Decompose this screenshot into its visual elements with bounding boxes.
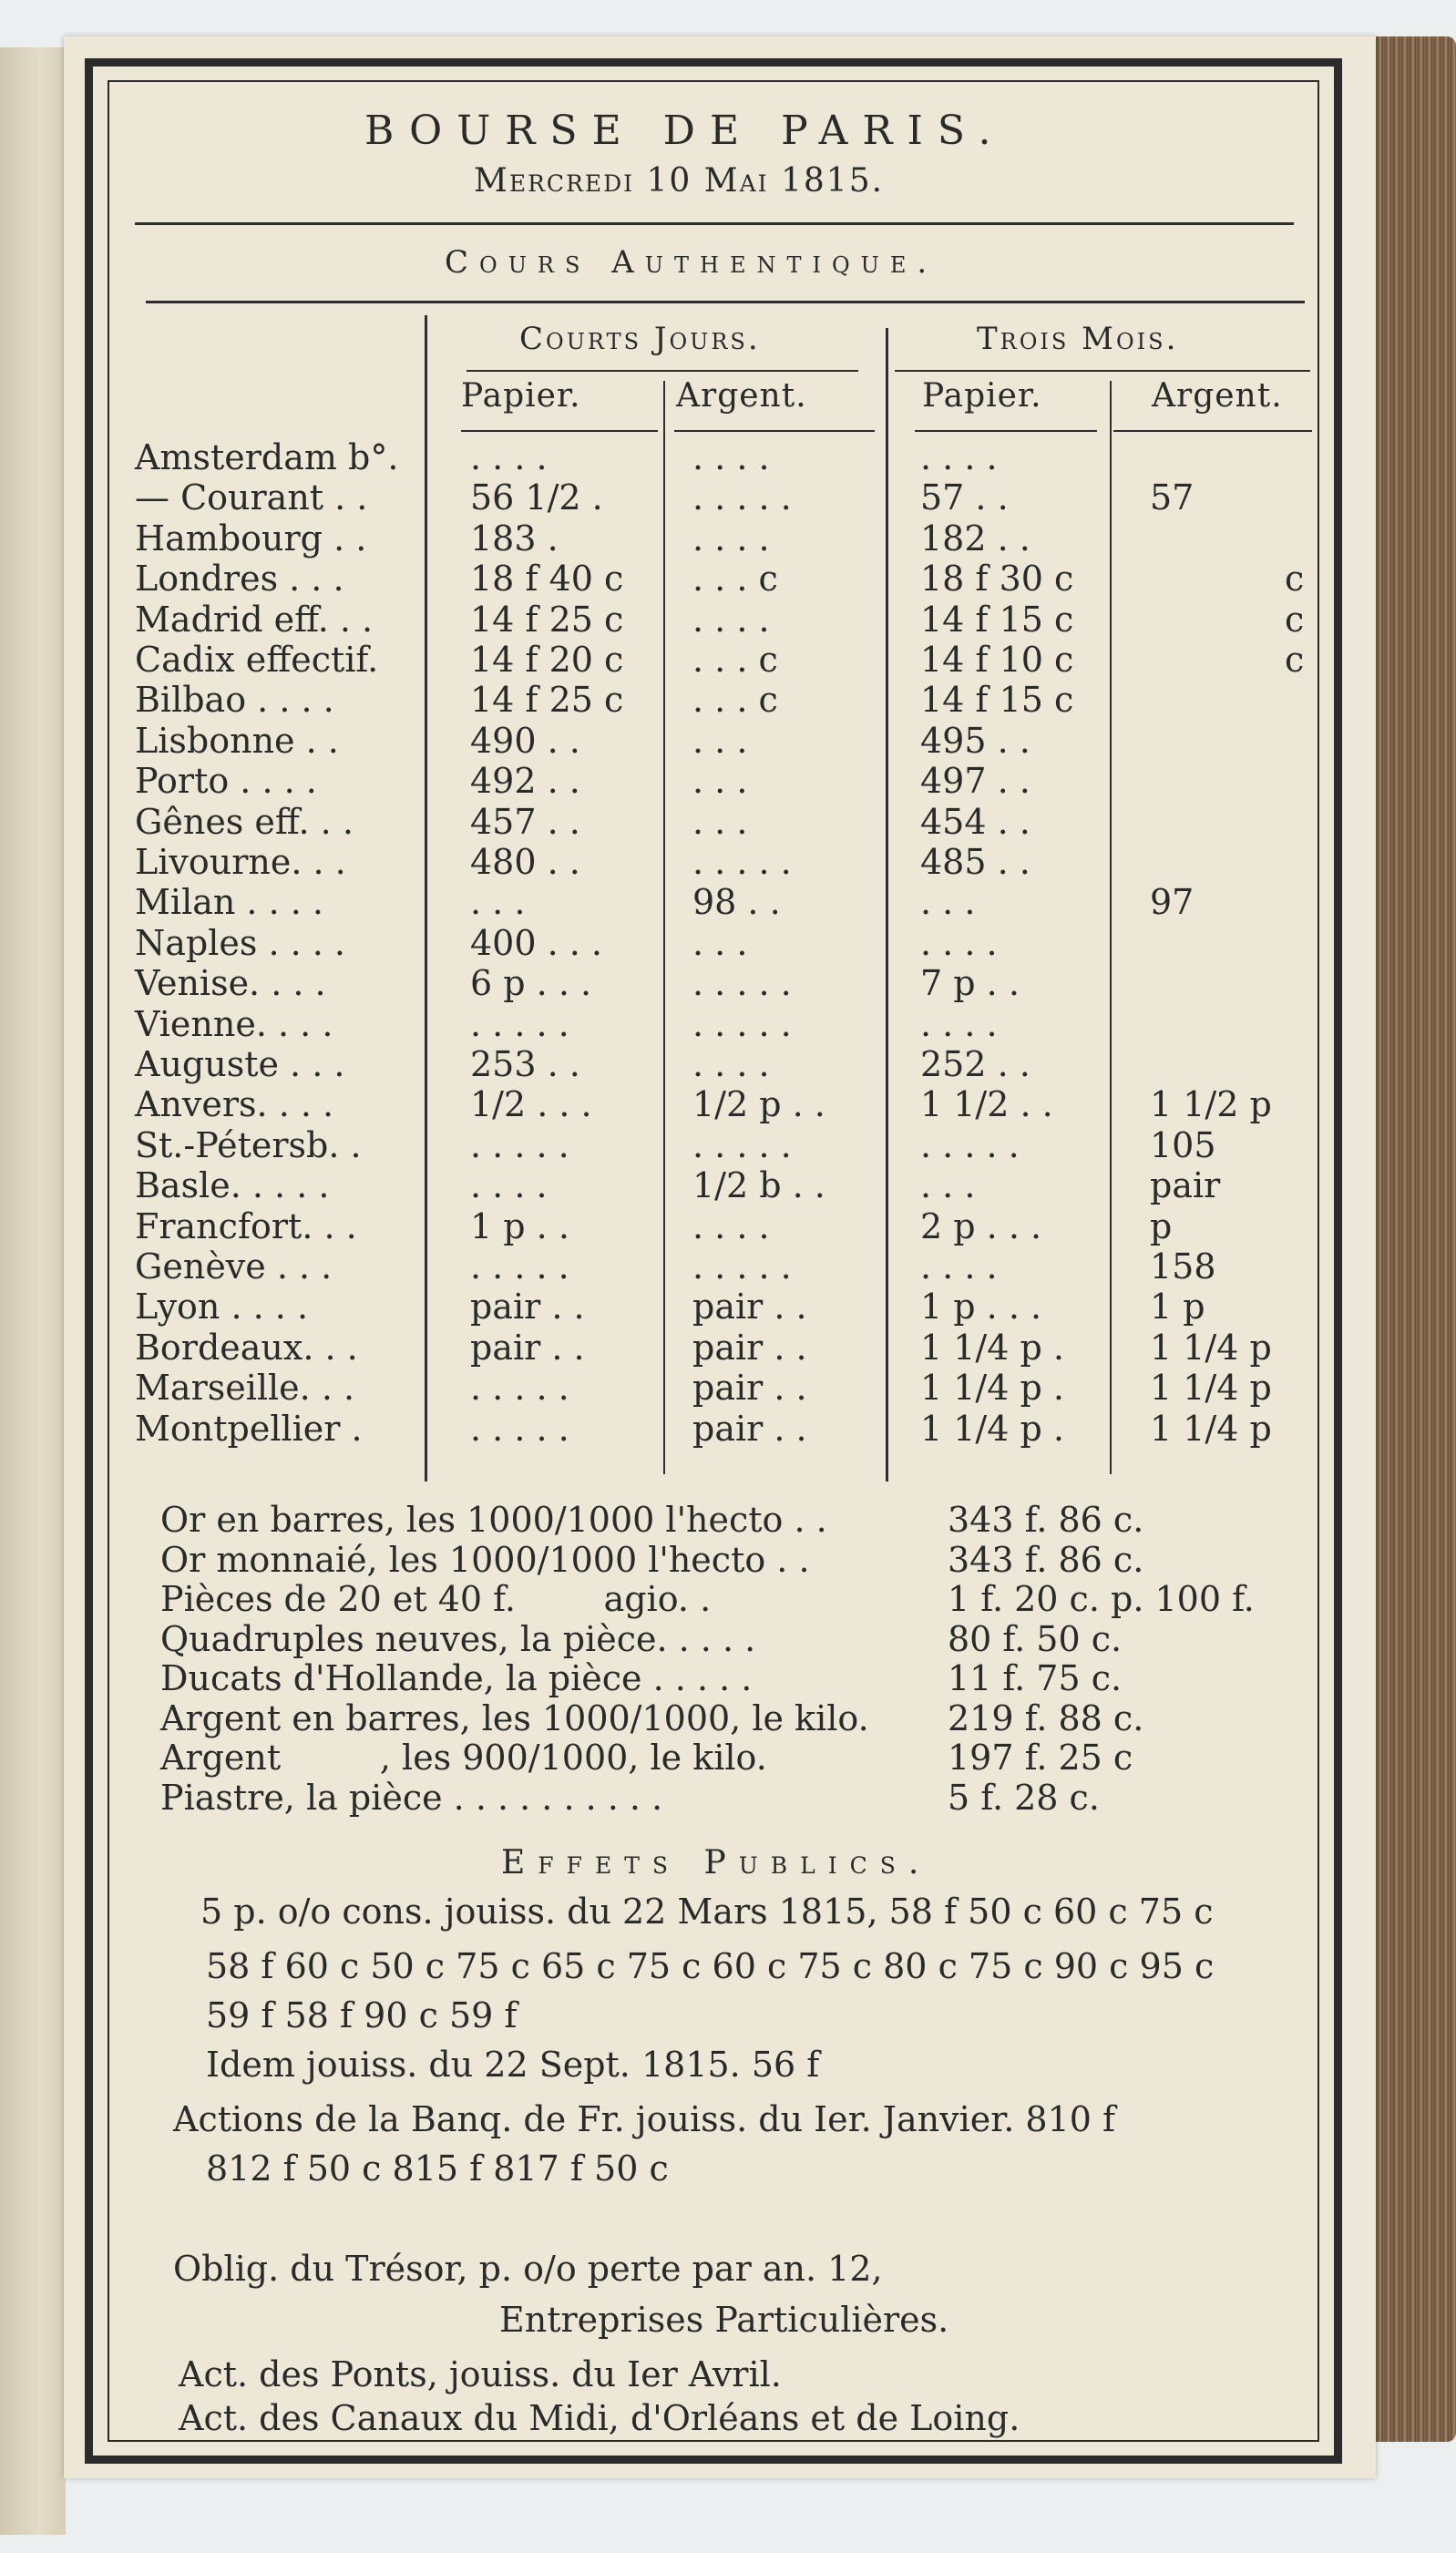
rate-cj-papier: . . . . . — [470, 1368, 569, 1409]
rate-row — [0, 923, 1456, 963]
rate-row — [0, 1084, 1456, 1124]
metal-label: Piastre, la pièce . . . . . . . . . . — [160, 1777, 663, 1818]
rate-row — [0, 640, 1456, 680]
rate-city: Naples . . . . — [135, 922, 346, 963]
rate-city: Gênes eff. . . — [135, 801, 354, 842]
effets-line-5: Actions de la Banq. de Fr. jouiss. du Ier. Janvier. 810 f — [173, 2099, 1116, 2139]
rate-cj-argent: . . . . — [692, 518, 770, 559]
rate-tm-papier: 182 . . — [920, 518, 1030, 559]
rate-city: Amsterdam b°. — [135, 437, 399, 477]
rate-tm-papier: 495 . . — [920, 720, 1030, 761]
rate-city: — Courant . . — [135, 477, 368, 518]
rate-city: Bilbao . . . . — [135, 680, 334, 721]
rate-row — [0, 1246, 1456, 1287]
rate-tm-papier: . . . . — [920, 437, 998, 477]
metal-row — [0, 1500, 1456, 1540]
rate-row — [0, 802, 1456, 842]
rate-cj-argent: pair . . — [692, 1287, 807, 1328]
rate-tm-papier: 252 . . — [920, 1044, 1030, 1084]
rate-cj-argent: . . . — [692, 761, 748, 802]
rate-city: Porto . . . . — [135, 761, 317, 802]
metal-row — [0, 1619, 1456, 1659]
rate-cj-papier: . . . . . — [470, 1124, 569, 1165]
rate-tm-papier: 14 f 10 c — [920, 640, 1074, 680]
section-subtitle: Cours Authentique. — [445, 244, 938, 281]
rate-tm-papier: . . . — [920, 1165, 976, 1206]
rate-cj-argent: . . . . . — [692, 842, 792, 882]
rate-cj-argent: . . . c — [692, 680, 778, 721]
rate-city: Bordeaux. . . — [135, 1327, 358, 1368]
rate-row — [0, 882, 1456, 922]
rate-tm-papier: 18 f 30 c — [920, 559, 1074, 600]
rate-row — [0, 1328, 1456, 1368]
rate-row — [0, 1287, 1456, 1327]
rate-tm-argent: 57 — [1150, 477, 1195, 518]
rate-row — [0, 842, 1456, 882]
rate-cj-papier: . . . — [470, 882, 526, 923]
metal-value: 219 f. 88 c. — [948, 1697, 1144, 1738]
rate-city: Lyon . . . . — [135, 1287, 309, 1328]
rate-row — [0, 1004, 1456, 1044]
rate-cj-argent: . . . c — [692, 640, 778, 680]
rate-tm-papier: 1 1/2 . . — [920, 1084, 1053, 1125]
rate-cj-argent: . . . — [692, 720, 748, 761]
sub-rule-2 — [674, 430, 875, 432]
effets-line-7: Oblig. du Trésor, p. o/o perte par an. 12, — [173, 2249, 883, 2289]
effets-line-3: 59 f 58 f 90 c 59 f — [206, 1995, 518, 2035]
rate-cj-argent: 1/2 p . . — [692, 1084, 825, 1125]
rate-city: Genève . . . — [135, 1246, 333, 1287]
rate-tm-papier: 7 p . . — [920, 963, 1020, 1004]
rate-row — [0, 559, 1456, 599]
rate-tm-papier: 1 1/4 p . — [920, 1408, 1064, 1449]
metal-label: Argent , les 900/1000, le kilo. — [160, 1738, 767, 1778]
rate-tm-argent-mark: c — [1285, 559, 1305, 600]
rate-cj-papier: 56 1/2 . — [470, 477, 603, 518]
rate-cj-papier: . . . . . — [470, 1246, 569, 1287]
sub-rule-1 — [461, 430, 658, 432]
rate-tm-papier: 57 . . — [920, 477, 1009, 518]
metal-value: 11 f. 75 c. — [948, 1658, 1123, 1698]
rate-tm-argent: 1 1/2 p — [1150, 1084, 1272, 1125]
rate-tm-papier: . . . . — [920, 922, 998, 963]
rate-tm-papier: 1 1/4 p . — [920, 1327, 1064, 1368]
rate-cj-argent: . . . . . — [692, 963, 792, 1004]
document-date: Mercredi 10 Mai 1815. — [474, 162, 885, 200]
sub-rule-3 — [915, 430, 1097, 432]
metal-row — [0, 1540, 1456, 1580]
effets-line-6: 812 f 50 c 815 f 817 f 50 c — [206, 2148, 669, 2189]
rate-tm-papier: . . . . — [920, 1003, 998, 1044]
rate-cj-argent: 1/2 b . . — [692, 1165, 825, 1206]
rate-tm-papier: . . . — [920, 882, 976, 923]
rate-row — [0, 477, 1456, 518]
entreprises-line-1: Act. des Ponts, jouiss. du Ier Avril. — [179, 2354, 782, 2394]
rate-cj-papier: . . . . — [470, 1165, 548, 1206]
rate-cj-argent: pair . . — [692, 1408, 807, 1449]
entreprises-heading: Entreprises Particulières. — [499, 2300, 949, 2340]
rate-row — [0, 761, 1456, 801]
rate-row — [0, 1165, 1456, 1205]
metal-value: 5 f. 28 c. — [948, 1777, 1100, 1818]
rate-cj-papier: 1/2 . . . — [470, 1084, 592, 1125]
metal-label: Pièces de 20 et 40 f. agio. . — [160, 1579, 712, 1619]
rate-cj-argent: . . . . — [692, 1044, 770, 1084]
rate-tm-argent: 1 1/4 p — [1150, 1327, 1272, 1368]
rate-city: Lisbonne . . — [135, 720, 339, 761]
rate-tm-argent: pair — [1150, 1165, 1221, 1206]
metal-value: 1 f. 20 c. p. 100 f. — [948, 1579, 1255, 1619]
rate-tm-papier: . . . . . — [920, 1124, 1020, 1165]
rate-cj-papier: 492 . . — [470, 761, 580, 802]
rate-cj-argent: . . . . . — [692, 477, 792, 518]
rate-cj-papier: 457 . . — [470, 801, 580, 842]
rate-cj-argent: . . . . . — [692, 1246, 792, 1287]
rate-cj-argent: . . . — [692, 922, 748, 963]
rate-tm-papier: 1 p . . . — [920, 1287, 1042, 1328]
rate-cj-papier: 490 . . — [470, 720, 580, 761]
rate-tm-argent-mark: c — [1285, 599, 1305, 640]
group-rule-trois — [895, 370, 1310, 372]
effets-line-4: Idem jouiss. du 22 Sept. 1815. 56 f — [206, 2045, 820, 2085]
rate-tm-papier: . . . . — [920, 1246, 998, 1287]
rate-cj-papier: 183 . — [470, 518, 559, 559]
rate-cj-papier: 14 f 20 c — [470, 640, 624, 680]
rate-city: Montpellier . — [135, 1408, 363, 1449]
rate-city: Vienne. . . . — [135, 1003, 333, 1044]
metal-row — [0, 1778, 1456, 1818]
rate-cj-papier: . . . . . — [470, 1003, 569, 1044]
rate-cj-argent: . . . . . — [692, 1124, 792, 1165]
metal-value: 197 f. 25 c — [948, 1738, 1133, 1778]
rate-tm-argent-mark: c — [1285, 640, 1305, 680]
rate-cj-papier: 14 f 25 c — [470, 680, 624, 721]
rate-row — [0, 721, 1456, 761]
rate-tm-argent: 1 p — [1150, 1287, 1205, 1328]
rate-tm-argent: 158 — [1150, 1246, 1216, 1287]
group-rule-courts — [467, 370, 858, 372]
rate-city: Londres . . . — [135, 559, 344, 600]
rate-row — [0, 963, 1456, 1003]
rate-city: Hambourg . . — [135, 518, 367, 559]
rate-cj-argent: . . . . — [692, 1205, 770, 1246]
effets-line-2: 58 f 60 c 50 c 75 c 65 c 75 c 60 c 75 c 80 c 75 c 90 c 95 c — [206, 1946, 1215, 1986]
rate-city: Anvers. . . . — [135, 1084, 334, 1125]
metal-label: Quadruples neuves, la pièce. . . . . — [160, 1618, 756, 1659]
group-header-courts-jours: Courts Jours. — [519, 321, 761, 357]
metal-label: Or monnaié, les 1000/1000 l'hecto . . — [160, 1539, 810, 1580]
sub-rule-4 — [1113, 430, 1312, 432]
rate-cj-argent: . . . . — [692, 437, 770, 477]
rate-cj-argent: pair . . — [692, 1327, 807, 1368]
rate-cj-papier: pair . . — [470, 1327, 585, 1368]
rate-row — [0, 1044, 1456, 1084]
rate-city: St.-Pétersb. . — [135, 1124, 362, 1165]
subtitle-rule — [146, 301, 1305, 303]
effets-line-1: 5 p. o/o cons. jouiss. du 22 Mars 1815, 58 f 50 c 60 c 75 c — [200, 1892, 1214, 1932]
rate-city: Milan . . . . — [135, 882, 323, 923]
rate-tm-papier: 497 . . — [920, 761, 1030, 802]
rate-cj-papier: 6 p . . . — [470, 963, 592, 1004]
rate-tm-argent: 97 — [1150, 882, 1195, 923]
rate-cj-papier: 400 . . . — [470, 922, 603, 963]
rate-cj-papier: 1 p . . — [470, 1205, 569, 1246]
rate-city: Cadix effectif. — [135, 640, 379, 680]
rate-row — [0, 437, 1456, 477]
rate-tm-papier: 485 . . — [920, 842, 1030, 882]
rate-row — [0, 1125, 1456, 1165]
col-header-cj-argent: Argent. — [676, 377, 807, 415]
rate-tm-argent: 1 1/4 p — [1150, 1368, 1272, 1409]
rate-row — [0, 680, 1456, 720]
rate-row — [0, 1368, 1456, 1408]
metal-value: 80 f. 50 c. — [948, 1618, 1123, 1659]
rate-cj-papier: 253 . . — [470, 1044, 580, 1084]
rate-tm-papier: 1 1/4 p . — [920, 1368, 1064, 1409]
rate-cj-argent: . . . . — [692, 599, 770, 640]
rate-cj-argent: pair . . — [692, 1368, 807, 1409]
metal-row — [0, 1658, 1456, 1698]
rate-city: Madrid eff. . . — [135, 599, 374, 640]
group-header-trois-mois: Trois Mois. — [977, 321, 1179, 357]
metal-label: Argent en barres, les 1000/1000, le kilo. — [160, 1697, 869, 1738]
metal-value: 343 f. 86 c. — [948, 1539, 1144, 1580]
col-header-tm-argent: Argent. — [1152, 377, 1283, 415]
rate-cj-argent: . . . — [692, 801, 748, 842]
rate-tm-argent: 105 — [1150, 1124, 1216, 1165]
rate-city: Marseille. . . — [135, 1368, 355, 1409]
effets-publics-heading: Effets Publics. — [501, 1844, 932, 1881]
rate-cj-papier: . . . . — [470, 437, 548, 477]
rate-row — [0, 518, 1456, 559]
rate-row — [0, 600, 1456, 640]
rate-row — [0, 1409, 1456, 1449]
rate-cj-argent: . . . c — [692, 559, 778, 600]
rate-cj-argent: 98 . . — [692, 882, 781, 923]
rate-cj-papier: pair . . — [470, 1287, 585, 1328]
rate-tm-papier: 14 f 15 c — [920, 680, 1074, 721]
header-rule — [135, 222, 1294, 225]
rate-cj-argent: . . . . . — [692, 1003, 792, 1044]
metal-label: Or en barres, les 1000/1000 l'hecto . . — [160, 1500, 827, 1540]
col-header-tm-papier: Papier. — [922, 377, 1042, 415]
rate-city: Venise. . . . — [135, 963, 326, 1004]
rate-tm-papier: 454 . . — [920, 801, 1030, 842]
rate-cj-papier: . . . . . — [470, 1408, 569, 1449]
col-header-cj-papier: Papier. — [461, 377, 581, 415]
rate-city: Auguste . . . — [135, 1044, 345, 1084]
rate-cj-papier: 480 . . — [470, 842, 580, 882]
metal-label: Ducats d'Hollande, la pièce . . . . . — [160, 1658, 753, 1698]
metal-value: 343 f. 86 c. — [948, 1500, 1144, 1540]
rate-row — [0, 1206, 1456, 1246]
metal-row — [0, 1579, 1456, 1619]
rate-cj-papier: 14 f 25 c — [470, 599, 624, 640]
rate-city: Francfort. . . — [135, 1205, 357, 1246]
rate-city: Livourne. . . — [135, 842, 346, 882]
entreprises-line-2: Act. des Canaux du Midi, d'Orléans et de Loing. — [179, 2398, 1020, 2438]
metal-row — [0, 1738, 1456, 1778]
rate-city: Basle. . . . . — [135, 1165, 330, 1206]
metal-row — [0, 1698, 1456, 1738]
rate-tm-argent: p — [1150, 1205, 1173, 1246]
document-title: BOURSE DE PARIS. — [364, 108, 1006, 154]
rate-tm-papier: 2 p . . . — [920, 1205, 1042, 1246]
rate-tm-papier: 14 f 15 c — [920, 599, 1074, 640]
rate-cj-papier: 18 f 40 c — [470, 559, 624, 600]
rate-tm-argent: 1 1/4 p — [1150, 1408, 1272, 1449]
